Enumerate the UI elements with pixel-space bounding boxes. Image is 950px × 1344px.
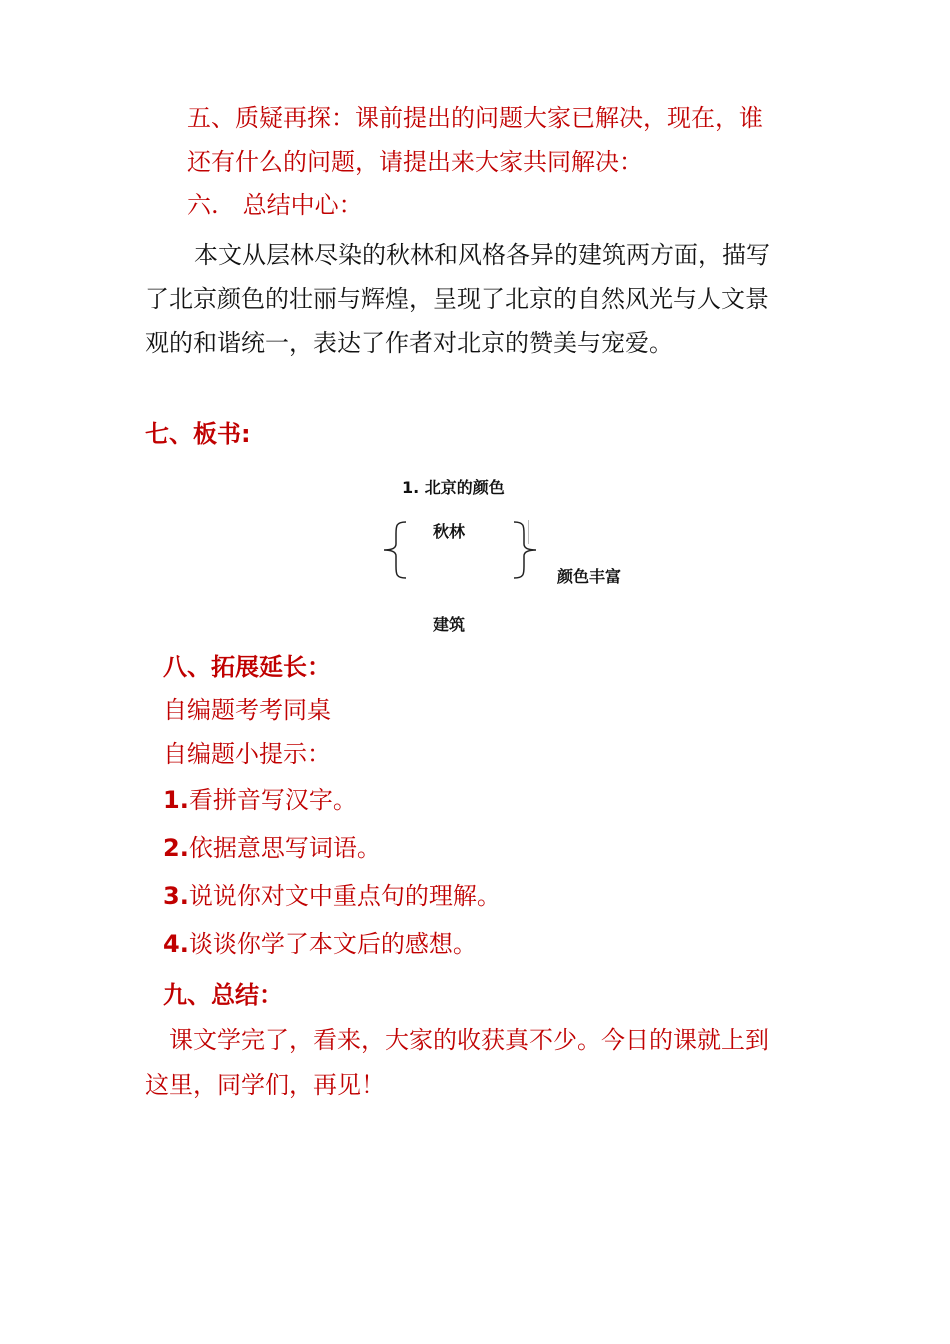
- section9-heading: 九、总结：: [163, 981, 283, 1009]
- tip-text: 说说你对文中重点句的理解。: [188, 882, 501, 910]
- tip-item: [163, 785, 357, 815]
- board-item-1: 秋林: [433, 522, 466, 541]
- tip-text: 看拼音写汉字。: [188, 786, 357, 814]
- section6-para-line1: 本文从层林尽染的秋林和风格各异的建筑两方面，描写: [194, 241, 770, 269]
- section6-para-line3: 观的和谐统一，表达了作者对北京的赞美与宠爱。: [145, 329, 673, 357]
- bracket-divider: [528, 520, 529, 544]
- section9-line2: 这里，同学们，再见！: [145, 1071, 385, 1099]
- board-title: 1. 北京的颜色: [402, 478, 505, 497]
- board-summary: 颜色丰富: [557, 567, 622, 586]
- board-item-2: 建筑: [433, 615, 466, 634]
- tip-text: 依据意思写词语。: [188, 834, 381, 862]
- section9-line1: 课文学完了，看来，大家的收获真不少。今日的课就上到: [169, 1026, 769, 1054]
- section8-heading: 八、拓展延长：: [163, 653, 331, 681]
- tip-item: [163, 881, 501, 911]
- tip-number: 1.: [163, 786, 189, 814]
- section8-line2: 自编题小提示：: [163, 740, 331, 768]
- tip-item: [163, 929, 477, 959]
- section5-line1: 五、质疑再探：课前提出的问题大家已解决，现在，谁: [187, 104, 763, 132]
- tip-number: 2.: [163, 834, 189, 862]
- section7-heading: 七、板书:: [145, 420, 251, 448]
- tip-number: 4.: [163, 930, 189, 958]
- tip-number: 3.: [163, 882, 189, 910]
- section6-heading: 六. 总结中心：: [187, 191, 363, 219]
- section8-line1: 自编题考考同桌: [163, 696, 331, 724]
- section6-para-line2: 了北京颜色的壮丽与辉煌，呈现了北京的自然风光与人文景: [145, 285, 769, 313]
- tip-text: 谈谈你学了本文后的感想。: [188, 930, 477, 958]
- tip-item: [163, 833, 381, 863]
- left-brace-icon: [376, 518, 416, 582]
- section5-line2: 还有什么的问题，请提出来大家共同解决：: [187, 148, 643, 176]
